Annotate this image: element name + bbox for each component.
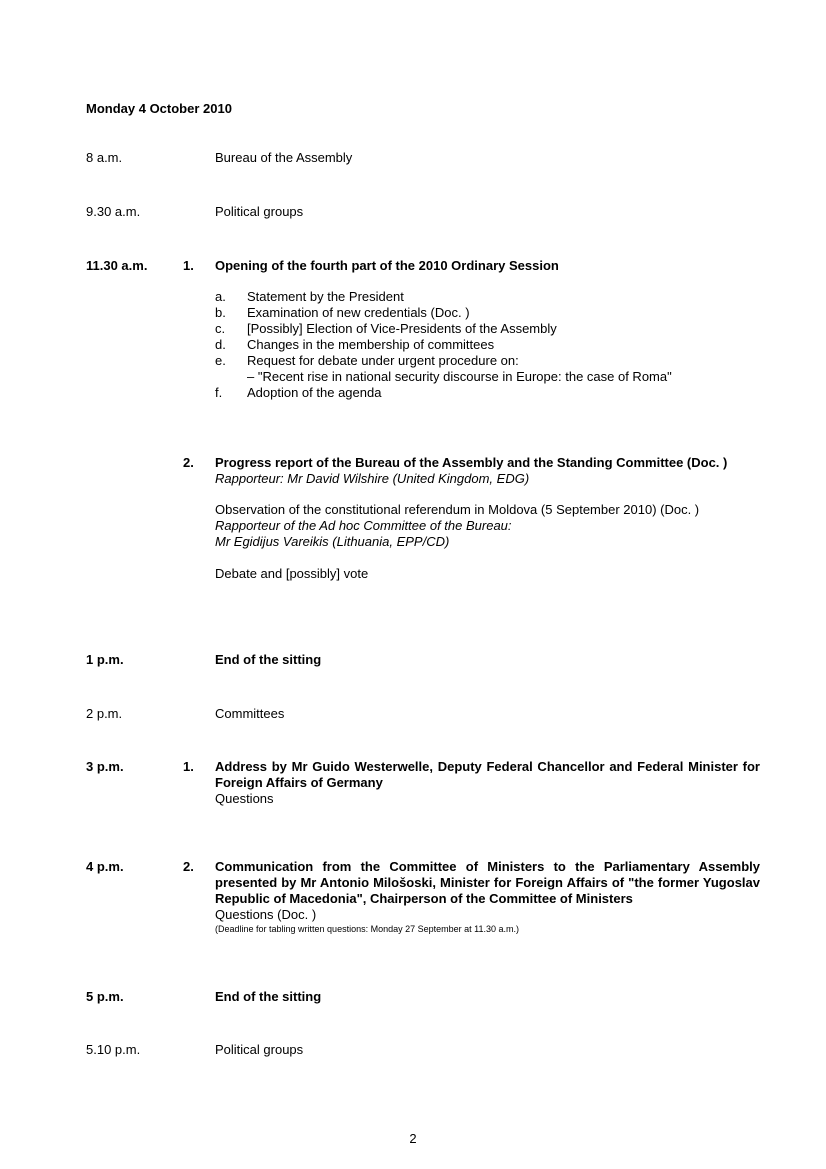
sub-item-text: Examination of new credentials (Doc. ) xyxy=(247,305,470,320)
item-number: 2. xyxy=(183,455,194,470)
communication-questions: Questions (Doc. ) xyxy=(215,907,317,922)
time-1pm: 1 p.m. xyxy=(86,652,124,667)
sub-item xyxy=(215,353,775,369)
sub-item-text: Changes in the membership of committees xyxy=(247,337,495,352)
time-930am: 9.30 a.m. xyxy=(86,204,141,219)
observation-title: Observation of the constitutional referendum in Moldova (5 September 2010) (Doc. ) xyxy=(215,502,700,517)
communication-block xyxy=(215,859,760,935)
sub-item xyxy=(215,337,775,353)
sub-item-text: Statement by the President xyxy=(247,289,404,304)
time-510pm: 5.10 p.m. xyxy=(86,1042,141,1057)
item-number: 1. xyxy=(183,759,194,774)
item-committees: Committees xyxy=(215,706,285,721)
sub-item-letter: b. xyxy=(215,305,226,320)
item-end-sitting-afternoon: End of the sitting xyxy=(215,989,322,1004)
item-number: 1. xyxy=(183,258,194,273)
address-questions: Questions xyxy=(215,791,274,806)
time-1130am: 11.30 a.m. xyxy=(86,258,148,273)
time-4pm: 4 p.m. xyxy=(86,859,124,874)
day-title: Monday 4 October 2010 xyxy=(86,101,232,116)
time-5pm: 5 p.m. xyxy=(86,989,124,1004)
sub-item xyxy=(215,305,775,321)
address-block xyxy=(215,759,760,807)
sub-item xyxy=(215,289,775,305)
progress-report-block xyxy=(215,455,760,582)
time-2pm: 2 p.m. xyxy=(86,706,123,721)
sub-item-text: – "Recent rise in national security discourse in Europe: the case of Roma" xyxy=(247,369,672,384)
observation-rapporteur-name: Mr Egidijus Vareikis (Lithuania, EPP/CD) xyxy=(215,534,450,549)
sub-item-letter: f. xyxy=(215,385,223,400)
time-3pm: 3 p.m. xyxy=(86,759,124,774)
item-political-groups-morning: Political groups xyxy=(215,204,304,219)
communication-title: Communication from the Committee of Ministers to the Parliamentary Assembly presented by Mr Antonio Milošoski, Minister for Foreign Affairs of "the former Yugoslav Republic of Macedonia", Chairperson of the Committee of Ministers xyxy=(215,859,760,906)
item-end-sitting-morning: End of the sitting xyxy=(215,652,322,667)
observation-rapporteur-role: Rapporteur of the Ad hoc Committee of the Bureau: xyxy=(215,518,512,533)
debate-note: Debate and [possibly] vote xyxy=(215,566,369,581)
item-political-groups-evening: Political groups xyxy=(215,1042,304,1057)
item-number: 2. xyxy=(183,859,194,874)
sub-item-text: Adoption of the agenda xyxy=(247,385,382,400)
progress-report-title: Progress report of the Bureau of the Assembly and the Standing Committee (Doc. ) xyxy=(215,455,728,470)
progress-report-rapporteur: Rapporteur: Mr David Wilshire (United Kingdom, EDG) xyxy=(215,471,530,486)
sub-item-letter: d. xyxy=(215,337,226,352)
communication-deadline: (Deadline for tabling written questions: Monday 27 September at 11.30 a.m.) xyxy=(215,924,520,934)
sub-item-letter: a. xyxy=(215,289,226,304)
sub-item-letter: e. xyxy=(215,353,226,368)
sub-item xyxy=(215,369,775,385)
sub-item-text: [Possibly] Election of Vice-Presidents of the Assembly xyxy=(247,321,557,336)
sub-item xyxy=(215,385,775,401)
item-bureau: Bureau of the Assembly xyxy=(215,150,353,165)
sub-item-text: Request for debate under urgent procedure on: xyxy=(247,353,519,368)
item-opening-title: Opening of the fourth part of the 2010 Ordinary Session xyxy=(215,258,559,273)
time-8am: 8 a.m. xyxy=(86,150,123,165)
address-title: Address by Mr Guido Westerwelle, Deputy Federal Chancellor and Federal Minister for Foreign Affairs of Germany xyxy=(215,759,760,790)
sub-item xyxy=(215,321,775,337)
opening-sub-items xyxy=(215,289,775,401)
sub-item-letter: c. xyxy=(215,321,226,336)
page-number: 2 xyxy=(409,1131,417,1146)
